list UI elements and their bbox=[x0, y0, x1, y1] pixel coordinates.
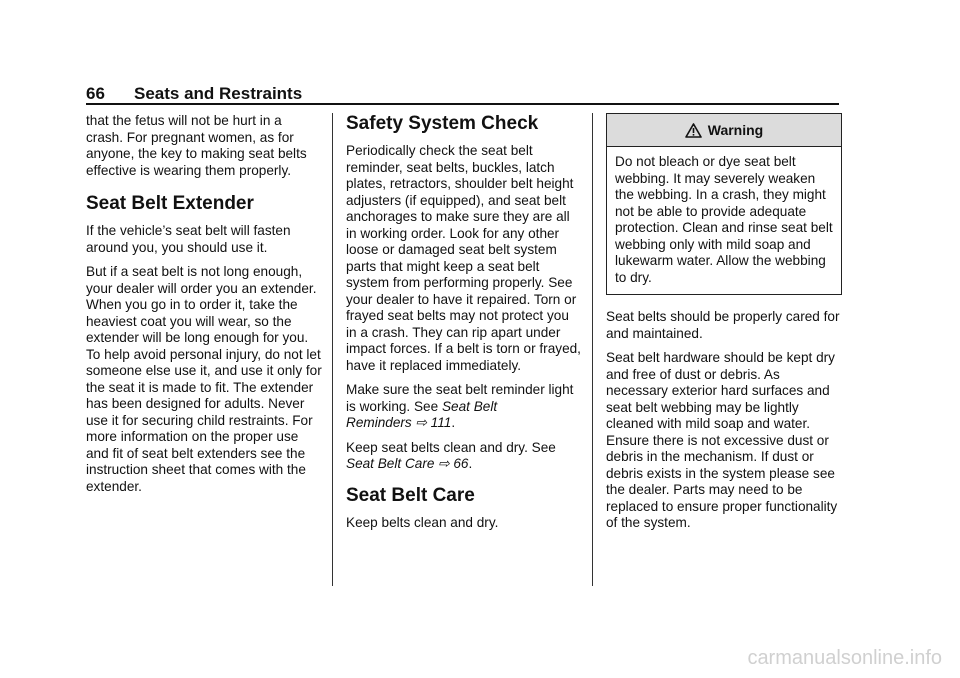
care-paragraph-1: Seat belts should be properly cared for and maintained. bbox=[606, 309, 840, 341]
seat-belt-care-heading: Seat Belt Care bbox=[346, 484, 475, 506]
intro-paragraph: that the fetus will not be hurt in a crash. For pregnant women, as for anyone, the key to making seat belts effective is wearing them properly. bbox=[86, 113, 307, 178]
seat-belt-reminders-link[interactable]: Seat Belt Reminders bbox=[346, 398, 498, 430]
column-divider-2 bbox=[592, 113, 593, 586]
extender-paragraph-1: If the vehicle’s seat belt will fasten around you, you should use it. bbox=[86, 223, 291, 255]
safety-check-paragraph-2 bbox=[346, 382, 582, 432]
chapter-title: Seats and Restraints bbox=[134, 84, 303, 103]
safety-check-paragraph-3 bbox=[346, 440, 582, 473]
safety-check-paragraph-1: Periodically check the seat belt reminder, seat belts, buckles, latch plates, retractors, shoulder belt height adjusters (if equipped), and seat belt anchorages to make sure they are all in working order. Look for any other loose or damaged seat belt system parts that might keep a seat belt system from performing properly. See your dealer to have it repaired. Torn or frayed seat belts may not protect you in a crash. They can rip apart under impact forces. If a belt is torn or frayed, have it replaced immediately. bbox=[346, 143, 581, 373]
seat-belt-care-page-ref[interactable]: ⇨ 66 bbox=[434, 456, 469, 471]
seat-belt-reminders-page-ref[interactable]: ⇨ 111 bbox=[411, 415, 452, 430]
seat-belt-care-paragraph: Keep belts clean and dry. bbox=[346, 514, 499, 530]
warning-triangle-icon bbox=[685, 123, 702, 138]
seat-belt-care-link[interactable]: Seat Belt Care bbox=[346, 456, 435, 471]
page-number: 66 bbox=[86, 84, 105, 103]
extender-heading: Seat Belt Extender bbox=[86, 193, 254, 214]
warning-box bbox=[606, 113, 842, 295]
check-p3-end: . bbox=[468, 456, 473, 471]
header-rule bbox=[86, 103, 839, 105]
column-3 bbox=[606, 113, 842, 540]
warning-title: Warning bbox=[707, 121, 764, 138]
watermark: carmanualsonline.info bbox=[747, 647, 942, 669]
check-p3-text: Keep seat belts clean and dry. See bbox=[346, 439, 556, 455]
column-1 bbox=[86, 113, 322, 503]
safety-check-heading: Safety System Check bbox=[346, 113, 539, 134]
extender-paragraph-2: But if a seat belt is not long enough, your dealer will order you an extender. When you go in to order it, take the heaviest coat you will wear, so the extender will be long enough for you. To help avoid personal injury, do not let someone else use it, and use it only for the seat it is made to fit. The extender has been designed for adults. Never use it for securing child restraints. For more information on the proper use and fit of seat belt extenders see the instruction sheet that comes with the extender. bbox=[86, 264, 322, 494]
column-divider-1 bbox=[332, 113, 333, 586]
warning-text: Do not bleach or dye seat belt webbing. It may severely weaken the webbing. In a crash, they might not be able to provide adequate protection. Clean and rinse seat belt webbing only with mild soap and lukewarm water. Allow the webbing to dry. bbox=[615, 154, 833, 285]
check-p2-end: . bbox=[451, 415, 456, 430]
check-p2-text: Make sure the seat belt reminder light is working. See bbox=[346, 382, 574, 414]
column-2 bbox=[346, 113, 582, 539]
care-paragraph-2: Seat belt hardware should be kept dry and free of dust or debris. As necessary exterior hard surfaces and seat belt webbing may be lightly cleaned with mild soap and water. Ensure there is not excessive dust or debris in the mechanism. If dust or debris exists in the system please see the dealer. Parts may need to be replaced to ensure proper functionality of the system. bbox=[606, 350, 838, 530]
warning-header bbox=[607, 114, 841, 147]
page-header bbox=[86, 84, 839, 104]
